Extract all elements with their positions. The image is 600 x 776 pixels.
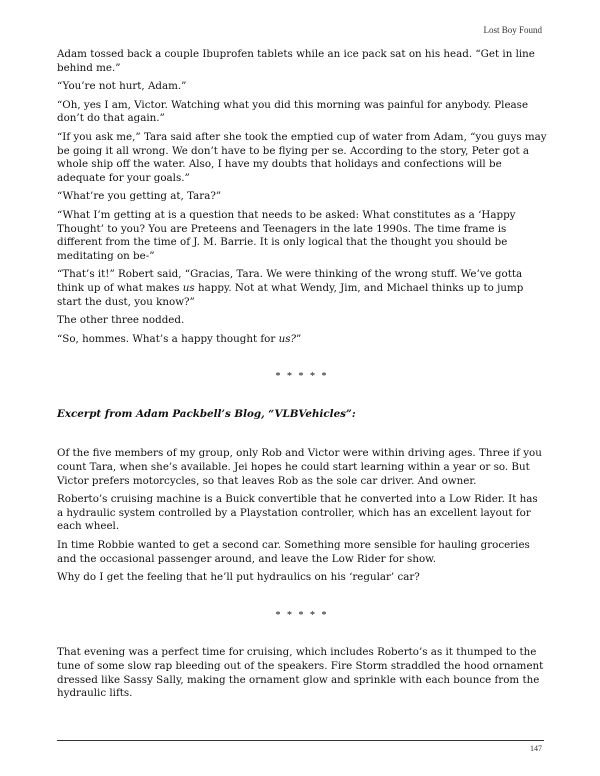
paragraph-text: ” xyxy=(296,332,302,345)
paragraph: Adam tossed back a couple Ibuprofen tablets while an ice pack sat on his head. “Get in line behind me.” xyxy=(57,48,535,74)
footer-rule xyxy=(57,740,544,741)
blog-heading: Excerpt from Adam Packbell’s Blog, “VLBVehicles”: xyxy=(57,407,356,420)
scene-break: * * * * * xyxy=(275,371,329,383)
running-header: Lost Boy Found xyxy=(483,25,542,35)
paragraph: That evening was a perfect time for cruising, which includes Roberto’s as it thumped to the tune of some slow rap bleeding out of the speakers. Fire Storm straddled the hood ornament dressed like Sassy Sally, making the ornament glow and sprinkle with each bounce from the hydraulic lifts. xyxy=(57,646,544,700)
paragraph xyxy=(57,333,547,347)
page-body xyxy=(57,48,547,706)
paragraph: In time Robbie wanted to get a second car. Something more sensible for hauling groceries and the occasional passenger around, and leave the Low Rider for show. xyxy=(57,539,530,565)
paragraph: “Oh, yes I am, Victor. Watching what you did this morning was painful for anybody. Please don’t do that again.” xyxy=(57,98,529,125)
paragraph-text: “That’s it!” Robert said, “Gracias, Tara. We were thinking of the wrong stuff. We’ve gotta think up of what makes xyxy=(57,268,523,294)
paragraph: “You’re not hurt, Adam.” xyxy=(57,80,187,93)
paragraph: “What I’m getting at is a question that needs to be asked: What constitutes as a ‘Happy Thought’ to you? You are Preteens and Teenagers in the late 1990s. The time frame is different from the time of J. M. Barrie. It is only logical that the thought you should be meditating on be-” xyxy=(57,208,516,262)
paragraph: “If you ask me,” Tara said after she took the emptied cup of water from Adam, “you guys may be going it all wrong. We don’t have to be flying per se. According to the story, Peter got a whole ship off the water. Also, I have my doubts that holidays and confections will be adequate for your goals.” xyxy=(57,130,547,184)
paragraph: “What’re you getting at, Tara?” xyxy=(57,190,222,203)
emphasis: us? xyxy=(278,332,297,345)
paragraph-text: “So, hommes. What’s a happy thought for xyxy=(57,332,279,345)
scene-break: * * * * * xyxy=(275,609,329,621)
emphasis: us xyxy=(182,281,195,294)
paragraph: Roberto’s cruising machine is a Buick convertible that he converted into a Low Rider. It has a hydraulic system controlled by a Playstation controller, which has an excellent layout for each wheel. xyxy=(57,493,538,533)
page-number: 147 xyxy=(530,744,542,753)
paragraph-text: happy. Not at what Wendy, Jim, and Michael thinks up to jump start the dust, you know?” xyxy=(57,281,524,308)
paragraph: Of the five members of my group, only Rob and Victor were within driving ages. Three if you count Tara, when she’s available. Jei hopes he could start learning within a year or so. But Victor prefers motorcycles, so that leaves Rob as the sole car driver. And owner. xyxy=(57,447,542,487)
paragraph: Why do I get the feeling that he’ll put hydraulics on his ‘regular’ car? xyxy=(57,571,420,584)
paragraph: The other three nodded. xyxy=(57,314,185,327)
paragraph xyxy=(57,268,547,309)
